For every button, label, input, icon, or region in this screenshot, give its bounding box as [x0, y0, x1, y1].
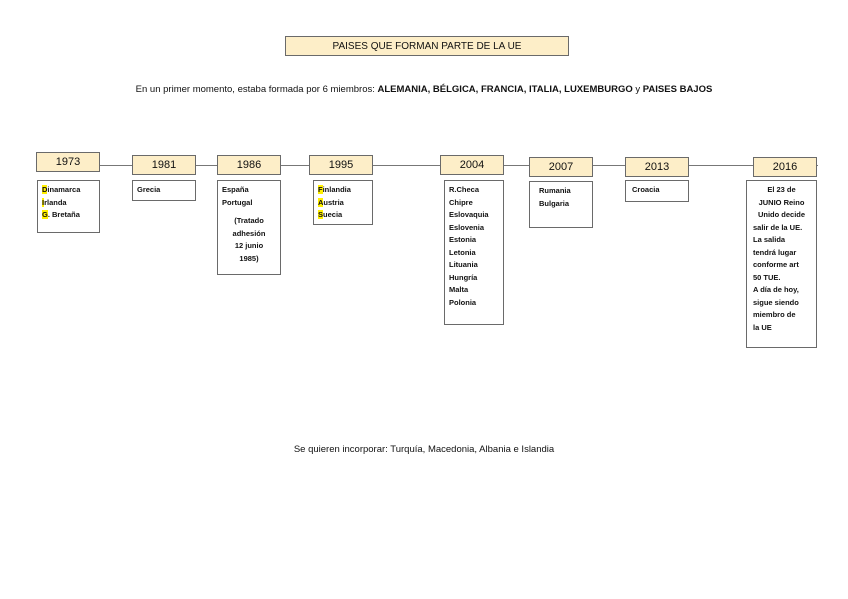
countries-1995 [313, 180, 373, 225]
country-item: Eslovaquia [449, 210, 489, 219]
country-item: G. Bretaña [42, 210, 80, 219]
country-item: Chipre [449, 197, 473, 207]
intro-prefix: En un primer momento, estaba formada por 6 miembros: [135, 84, 378, 95]
country-item: Grecia [137, 185, 161, 194]
note-line: conforme art [753, 260, 799, 269]
note-line: 50 TUE. [753, 272, 781, 282]
country-item: Portugal [222, 197, 253, 207]
country-item: Irlanda [42, 197, 67, 207]
treaty-note: (Tratado [234, 216, 264, 225]
year-2007: 2007 [529, 157, 593, 177]
countries-2004 [444, 180, 504, 325]
country-item: Rumania [539, 186, 571, 195]
brexit-note [746, 180, 817, 348]
note-line: JUNIO Reino [758, 197, 805, 207]
country-item: Bulgaria [539, 198, 570, 208]
note-line: Unido decide [757, 210, 806, 219]
year-2013: 2013 [625, 157, 689, 177]
country-item: Suecia [318, 210, 343, 219]
year-1981: 1981 [132, 155, 196, 175]
treaty-note: 12 junio [234, 241, 264, 250]
country-item: Letonia [449, 247, 476, 257]
country-item: Dinamarca [42, 185, 81, 194]
country-item: Finlandia [318, 185, 351, 194]
intro-last-member: PAISES BAJOS [642, 84, 713, 95]
country-item: Lituania [449, 260, 478, 269]
country-item: R.Checa [449, 185, 480, 194]
year-1986: 1986 [217, 155, 281, 175]
diagram-title: PAISES QUE FORMAN PARTE DE LA UE [285, 36, 569, 56]
year-2004: 2004 [440, 155, 504, 175]
note-line: salir de la UE. [753, 222, 803, 232]
note-line: tendrá lugar [753, 247, 797, 257]
note-line: miembro de [753, 310, 796, 319]
intro-members: ALEMANIA, BÉLGICA, FRANCIA, ITALIA, LUXEMBURGO [377, 84, 633, 95]
note-line: A día de hoy, [753, 285, 799, 294]
year-1973: 1973 [36, 152, 100, 172]
note-line: El 23 de [767, 185, 796, 194]
country-item: Polonia [449, 297, 477, 307]
footer-text: Se quieren incorporar: Turquía, Macedonia, Albania e Islandia [293, 444, 555, 455]
country-item: Estonia [449, 235, 477, 244]
countries-1981 [132, 180, 196, 201]
country-item: Eslovenia [449, 222, 485, 232]
countries-2007 [529, 181, 593, 228]
treaty-note: 1985) [239, 253, 259, 263]
note-line: sigue siendo [753, 297, 799, 307]
country-item: Croacia [632, 185, 660, 194]
year-2016: 2016 [753, 157, 817, 177]
countries-1986 [217, 180, 281, 275]
country-item: Hungría [449, 272, 478, 282]
country-item: Malta [449, 285, 469, 294]
countries-2013 [625, 180, 689, 202]
country-item: España [222, 185, 249, 194]
intro-connector: y [632, 84, 643, 95]
note-line: La salida [753, 235, 786, 244]
intro-text [0, 84, 848, 95]
treaty-note: adhesión [232, 228, 266, 238]
year-1995: 1995 [309, 155, 373, 175]
countries-1973 [37, 180, 100, 233]
note-line: la UE [753, 322, 772, 332]
country-item: Austria [318, 197, 344, 207]
